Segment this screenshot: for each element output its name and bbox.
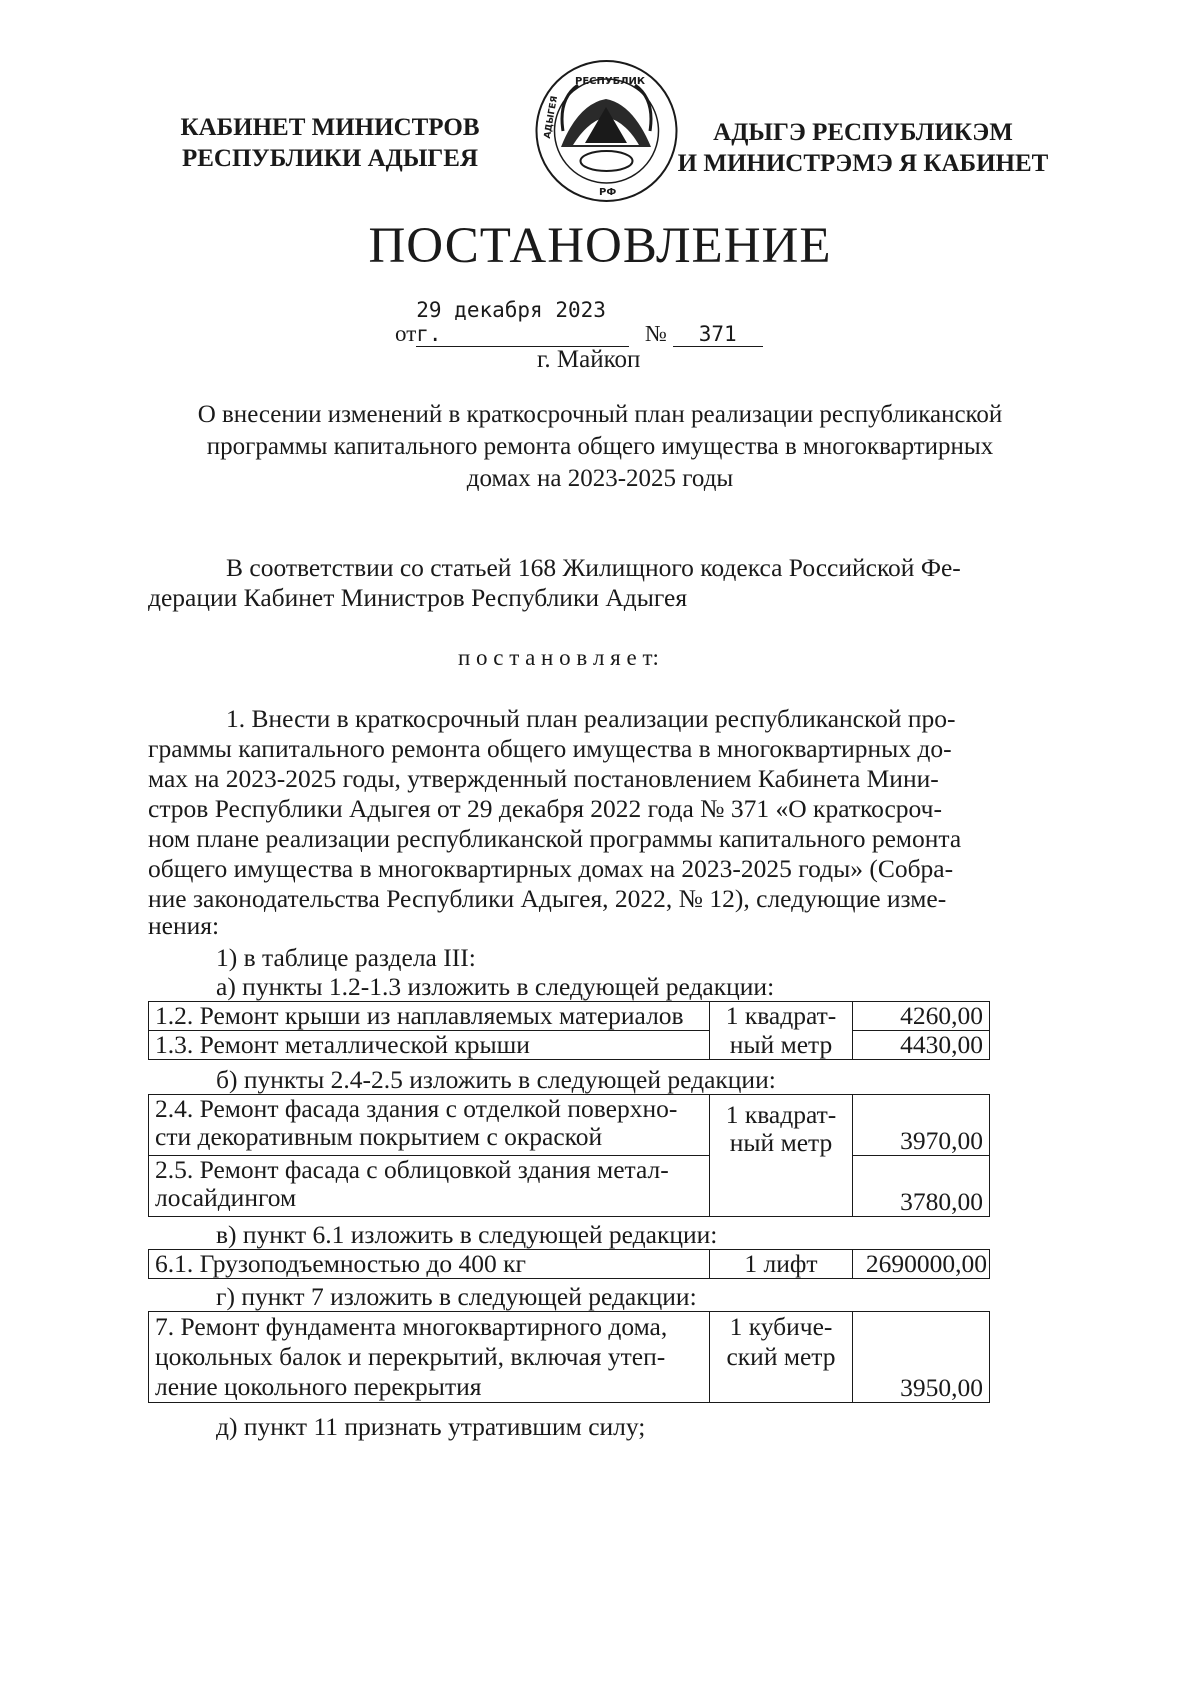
row-1-3-name: 1.3. Ремонт металлической крыши <box>149 1031 710 1060</box>
issuer-adyghe <box>668 117 1058 179</box>
row-7-name: 7. Ремонт фундамента многоквартирного дома, цокольных балок и перекрытий, включая утеп- ление цокольного перекрытия <box>149 1312 710 1403</box>
table-item-7 <box>148 1311 990 1403</box>
item-1 <box>148 704 993 938</box>
item1-line2: граммы капитального ремонта общего имущества в многоквартирных до- <box>148 734 952 763</box>
number-label: № <box>645 321 667 346</box>
table-row <box>149 1156 990 1217</box>
document-number: 371 <box>673 322 763 347</box>
sub-item-b: б) пункты 2.4-2.5 изложить в следующей редакции: <box>216 1065 776 1094</box>
item1-line7: ние законодательства Республики Адыгея, 2022, № 12), следующие изме- <box>148 884 947 913</box>
subject-line3: домах на 2023-2025 годы <box>466 465 734 492</box>
emblem-ring-bottom: РФ <box>599 187 617 198</box>
table-row <box>149 1250 990 1279</box>
emblem-ring-left: АДЫГЕЯ <box>542 95 561 140</box>
table-row <box>149 1031 990 1060</box>
issuer-russian <box>165 112 495 174</box>
row-1-2-name: 1.2. Ремонт крыши из наплавляемых материалов <box>149 1002 710 1031</box>
document-subject <box>150 399 1050 495</box>
row-6-1-name: 6.1. Грузоподъемностью до 400 кг <box>149 1250 710 1279</box>
sub-item-1: 1) в таблице раздела III: <box>216 943 476 972</box>
row-7-price: 3950,00 <box>853 1312 990 1403</box>
sub-item-v: в) пункт 6.1 изложить в следующей редакции: <box>216 1220 718 1249</box>
table-row <box>149 1095 990 1156</box>
city: г. Майкоп <box>537 346 641 373</box>
row-2-4-2-5-unit: 1 квадрат- ный метр <box>710 1095 853 1217</box>
row-2-4-name: 2.4. Ремонт фасада здания с отделкой поверхно- сти декоративным покрытием с окраской <box>149 1095 710 1156</box>
sub-item-a: а) пункты 1.2-1.3 изложить в следующей редакции: <box>216 972 775 1001</box>
item1-line4: стров Республики Адыгея от 29 декабря 2022 года № 371 «О краткосроч- <box>148 794 942 823</box>
item1-line6: общего имущества в многоквартирных домах на 2023-2025 годы» (Собра- <box>148 854 954 883</box>
table-row <box>149 1002 990 1031</box>
table-items-2-4-2-5 <box>148 1094 990 1217</box>
document-date: 29 декабря 2023 г. <box>416 298 629 347</box>
row-7-unit: 1 кубиче- ский метр <box>710 1312 853 1403</box>
issuer-russian-line2: РЕСПУБЛИКИ АДЫГЕЯ <box>181 145 479 172</box>
emblem-ring-top: РЕСПУБЛИК <box>575 76 646 87</box>
row-1-3-unit: ный метр <box>710 1031 853 1060</box>
row-6-1-price: 2690000,00 <box>853 1250 990 1279</box>
date-number-line <box>395 298 763 346</box>
row-1-3-price: 4430,00 <box>853 1031 990 1060</box>
table-items-1-2-1-3 <box>148 1001 990 1060</box>
document-title: ПОСТАНОВЛЕНИЕ <box>368 218 832 274</box>
subject-line1: О внесении изменений в краткосрочный план реализации республиканской <box>197 401 1003 428</box>
item1-line5: ном плане реализации республиканской программы капитального ремонта <box>148 824 962 853</box>
sub-item-g: г) пункт 7 изложить в следующей редакции: <box>216 1282 697 1311</box>
preamble-line1: В соответствии со статьей 168 Жилищного кодекса Российской Фе- <box>226 553 961 582</box>
row-6-1-unit: 1 лифт <box>710 1250 853 1279</box>
item1-line3: мах на 2023-2025 годы, утвержденный постановлением Кабинета Мини- <box>148 764 939 793</box>
table-row <box>149 1312 990 1403</box>
date-prefix: от <box>395 321 417 346</box>
item1-line1: 1. Внести в краткосрочный план реализации республиканской про- <box>226 704 956 733</box>
issuer-adyghe-line1: АДЫГЭ РЕСПУБЛИКЭМ <box>713 119 1013 146</box>
decrees-word: п о с т а н о в л я е т: <box>458 645 659 670</box>
issuer-adyghe-line2: И МИНИСТРЭМЭ Я КАБИНЕТ <box>677 150 1049 177</box>
subject-line2: программы капитального ремонта общего имущества в многоквартирных <box>206 433 994 460</box>
row-2-5-name: 2.5. Ремонт фасада с облицовкой здания метал- лосайдингом <box>149 1156 710 1217</box>
table-item-6-1 <box>148 1249 990 1279</box>
row-2-4-price: 3970,00 <box>853 1095 990 1156</box>
issuer-russian-line1: КАБИНЕТ МИНИСТРОВ <box>180 114 480 141</box>
item1-line8: нения: <box>148 911 220 940</box>
sub-item-d: д) пункт 11 признать утратившим силу; <box>216 1412 646 1441</box>
row-1-2-unit: 1 квадрат- <box>710 1002 853 1031</box>
preamble-line2: дерации Кабинет Министров Республики Адыгея <box>148 583 688 612</box>
republic-emblem-icon <box>533 59 680 203</box>
row-1-2-price: 4260,00 <box>853 1002 990 1031</box>
row-2-5-price: 3780,00 <box>853 1156 990 1217</box>
preamble <box>148 553 993 613</box>
